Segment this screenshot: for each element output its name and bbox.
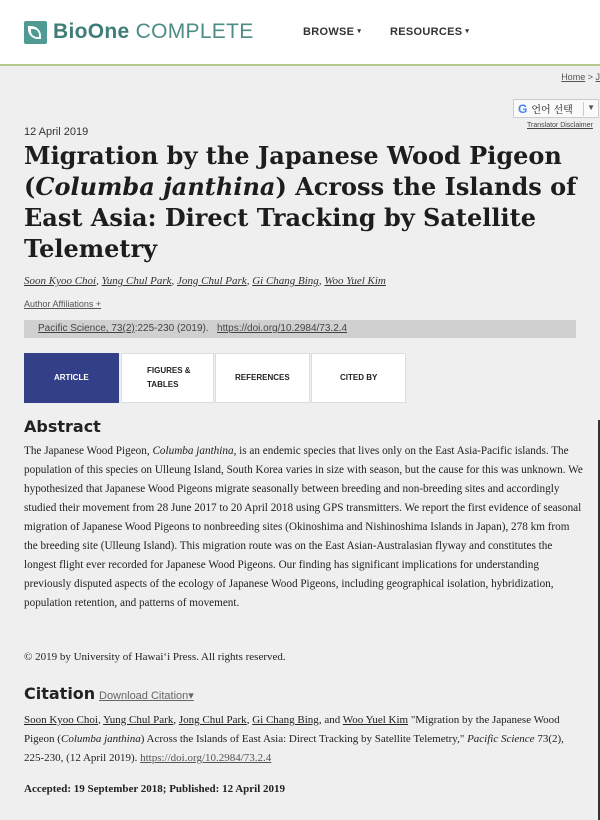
author-link[interactable]: Yung Chul Park bbox=[103, 714, 174, 726]
copyright-notice: © 2019 by University of Hawai‘i Press. All rights reserved. bbox=[24, 651, 286, 663]
translator-disclaimer-link[interactable]: Translator Disclaimer bbox=[527, 122, 593, 129]
journal-link[interactable]: Pacific Science, 73(2) bbox=[38, 323, 135, 334]
author-link[interactable]: Jong Chul Park bbox=[178, 714, 247, 726]
author-link[interactable]: Jong Chul Park bbox=[177, 275, 247, 287]
logo-text: BioOne COMPLETE bbox=[53, 20, 254, 43]
article-title: Migration by the Japanese Wood Pigeon (Columba janthina) Across the Islands of East Asia: Direct Tracking by Satellite Telemetry bbox=[24, 141, 577, 263]
breadcrumb-home[interactable]: Home bbox=[561, 72, 586, 82]
tab-cited-by[interactable]: CITED BY bbox=[311, 353, 406, 403]
doi-link[interactable]: https://doi.org/10.2984/73.2.4 bbox=[217, 323, 348, 334]
site-header bbox=[0, 0, 600, 66]
publication-date: 12 April 2019 bbox=[24, 126, 89, 138]
chevron-down-icon: ▾ bbox=[357, 28, 362, 35]
author-link[interactable]: Soon Kyoo Choi bbox=[24, 275, 97, 287]
chevron-down-icon: ▾ bbox=[465, 28, 470, 35]
citation-text: Soon Kyoo Choi, Yung Chul Park, Jong Chul Park, Gi Chang Bing, and Woo Yuel Kim "Migration by the Japanese Wood Pigeon (Columba janthina) Across the Islands of East Asia: Direct Tracking by Satellite Telemetry," Pacific Science 73(2), 225-230, (12 April 2019). https://doi.org/10.2984/73.2.4 bbox=[24, 714, 564, 764]
author-link[interactable]: Yung Chul Park bbox=[101, 275, 172, 287]
bioone-logo[interactable] bbox=[24, 20, 254, 44]
author-link[interactable]: Gi Chang Bing bbox=[252, 275, 319, 287]
download-citation-button[interactable]: Download Citation▾ bbox=[99, 690, 194, 702]
author-link[interactable]: Woo Yuel Kim bbox=[324, 275, 386, 287]
translate-label: 언어 선택 bbox=[531, 105, 573, 116]
breadcrumb: Home > J bbox=[561, 72, 600, 82]
tab-figures-tables[interactable]: FIGURES & TABLES bbox=[121, 353, 214, 403]
tab-references[interactable]: REFERENCES bbox=[215, 353, 310, 403]
translate-select[interactable] bbox=[513, 99, 599, 118]
author-link[interactable]: Soon Kyoo Choi bbox=[24, 714, 98, 726]
abstract-heading: Abstract bbox=[24, 417, 101, 436]
author-link[interactable]: Gi Chang Bing bbox=[252, 714, 319, 726]
dropdown-arrow-icon: ▼ bbox=[587, 103, 595, 112]
bioone-logo-icon bbox=[24, 21, 47, 44]
author-link[interactable]: Woo Yuel Kim bbox=[342, 714, 409, 726]
abstract-text: The Japanese Wood Pigeon, Columba janthina, is an endemic species that lives only on the East Asia-Pacific islands. The population of this species on Ulleung Island, South Korea varies in size with season, but the cause for this was unknown. We hypothesized that Japanese Wood Pigeons migrate seasonally between breeding and non-breeding sites and accordingly studied their movement from 28 June 2017 to 20 April 2018 using GPS transmitters. We report the first evidence of seasonal migration of Japanese Wood Pigeons to nonbreeding sites (Okinoshima and Nishinoshima Islands in Japan), 278 km from the breeding site (Ulleung Island). This migration route was on the East Asian-Australasian flyway and constitutes the longest flight ever recorded for Japanese Wood Pigeons. Our finding has significant implications for understanding previously disputed aspects of the ecology of Japanese Wood Pigeons, including geographical isolation, hybridization, population retention, and patterns of movement. bbox=[24, 445, 583, 609]
breadcrumb-journal[interactable]: J bbox=[595, 72, 600, 82]
tab-article[interactable]: ARTICLE bbox=[24, 353, 119, 403]
nav-browse[interactable]: BROWSE ▾ bbox=[303, 26, 362, 38]
author-affiliations-toggle[interactable]: Author Affiliations + bbox=[24, 299, 102, 309]
citation-heading: Citation bbox=[24, 684, 96, 703]
citation-doi-link[interactable]: https://doi.org/10.2984/73.2.4 bbox=[140, 752, 272, 764]
accepted-published-dates: Accepted: 19 September 2018; Published: 12 April 2019 bbox=[24, 783, 286, 795]
google-icon: G bbox=[518, 101, 528, 116]
chevron-down-icon: ▾ bbox=[188, 690, 194, 702]
nav-resources[interactable]: RESOURCES ▾ bbox=[390, 26, 470, 38]
journal-citation-bar: Pacific Science, 73(2):225-230 (2019). https://doi.org/10.2984/73.2.4 bbox=[24, 320, 576, 338]
author-list: Soon Kyoo Choi, Yung Chul Park, Jong Chul Park, Gi Chang Bing, Woo Yuel Kim bbox=[24, 275, 386, 287]
